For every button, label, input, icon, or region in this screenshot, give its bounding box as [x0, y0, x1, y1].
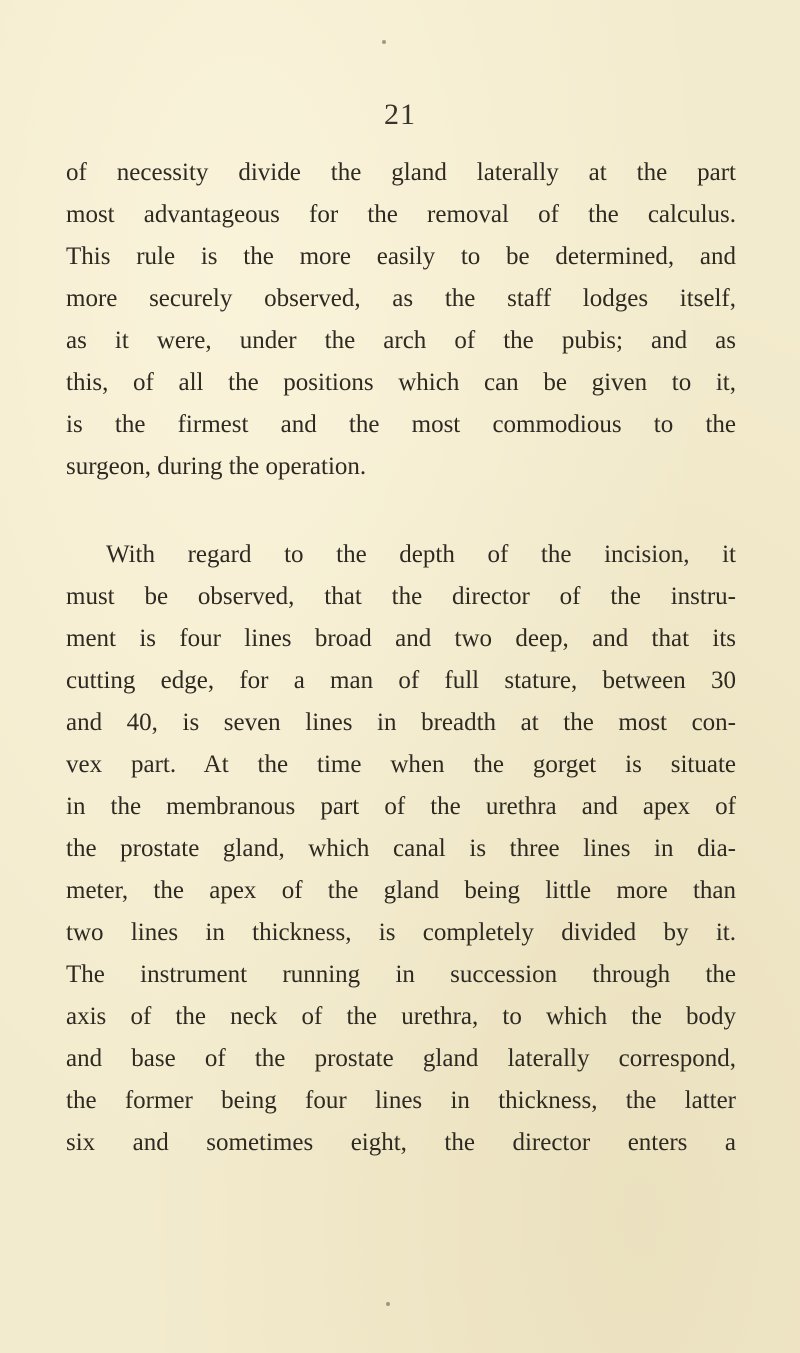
text-line: vex part. At the time when the gorget is situate	[66, 751, 736, 778]
text-line: is the firmest and the most commodious to the	[66, 411, 736, 438]
text-line: and 40, is seven lines in breadth at the most con-	[66, 709, 736, 736]
text-line: two lines in thickness, is completely divided by it.	[66, 919, 736, 946]
text-line: the prostate gland, which canal is three lines in dia-	[66, 835, 736, 862]
text-line: ment is four lines broad and two deep, and that its	[66, 625, 736, 652]
text-line: of necessity divide the gland laterally at the part	[66, 159, 736, 186]
text-line: the former being four lines in thickness, the latter	[66, 1087, 736, 1114]
text-line: in the membranous part of the urethra and apex of	[66, 793, 736, 820]
text-line: most advantageous for the removal of the calculus.	[66, 201, 736, 228]
text-line: as it were, under the arch of the pubis; and as	[66, 327, 736, 354]
ink-speck	[382, 40, 386, 44]
text-line: must be observed, that the director of the instru-	[66, 583, 736, 610]
text-line: six and sometimes eight, the director enters a	[66, 1129, 736, 1156]
text-line: With regard to the depth of the incision, it	[106, 541, 736, 568]
text-line: This rule is the more easily to be determined, and	[66, 243, 736, 270]
text-line: surgeon, during the operation.	[66, 453, 367, 480]
page-number: 21	[384, 98, 416, 131]
text-line: and base of the prostate gland laterally correspond,	[66, 1045, 736, 1072]
text-line: more securely observed, as the staff lodges itself,	[66, 285, 736, 312]
ink-speck	[386, 1302, 390, 1306]
text-line: axis of the neck of the urethra, to which the body	[66, 1003, 736, 1030]
paragraph	[66, 152, 736, 488]
text-line: The instrument running in succession through the	[66, 961, 736, 988]
text-line: cutting edge, for a man of full stature, between 30	[66, 667, 736, 694]
text-line: this, of all the positions which can be given to it,	[66, 369, 736, 396]
text-line: meter, the apex of the gland being little more than	[66, 877, 736, 904]
paragraph	[66, 534, 736, 1164]
